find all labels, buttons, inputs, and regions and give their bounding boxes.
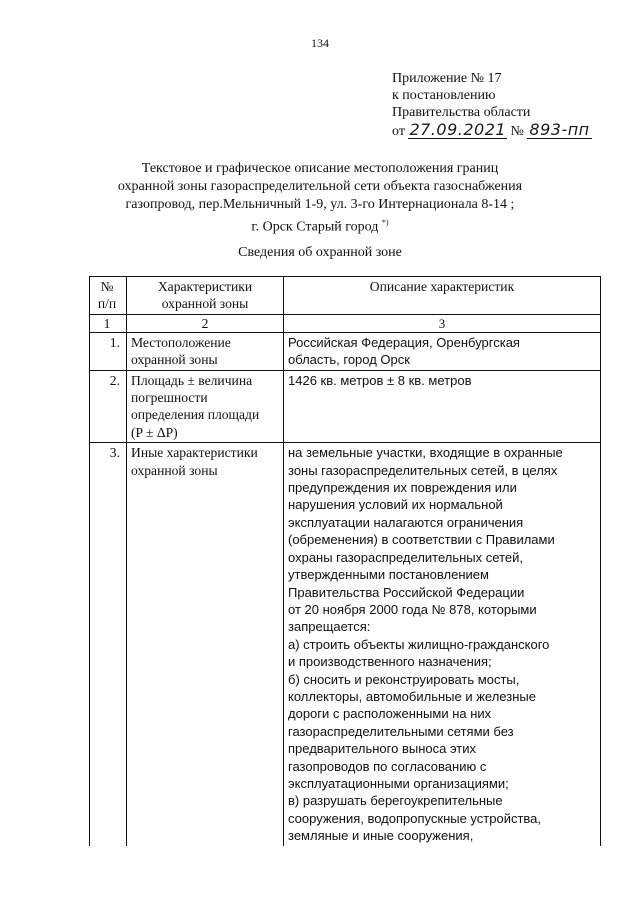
row-number: 3. [90, 443, 127, 846]
title-line-4-text: г. Орск Старый город [251, 219, 379, 235]
characteristic-line: Местоположение [131, 334, 231, 350]
footnote-mark: *) [381, 218, 389, 227]
description-line: охраны газораспределительных сетей, [288, 549, 523, 565]
description-line: утвержденными постановлением [288, 567, 489, 583]
description-line: а) строить объекты жилищно-гражданского [288, 636, 550, 652]
characteristic-line: Иные характеристики [131, 445, 258, 461]
column-number-1: 1 [90, 314, 127, 332]
description-line: и производственного назначения; [288, 654, 492, 670]
characteristic-line: (P ± ΔP) [131, 424, 178, 440]
table-row [90, 443, 601, 846]
header-description: Описание характеристик [284, 277, 601, 315]
title-line-3: газопровод, пер.Мельничный 1-9, ул. 3-го Интернационала 8-14 ; [125, 197, 515, 212]
description-line: предупреждения их повреждения или [288, 480, 517, 496]
description-line: Российская Федерация, Оренбургская [288, 334, 520, 350]
description-line: зоны газораспределительных сетей, в целях [288, 462, 558, 478]
column-number-2: 2 [127, 314, 284, 332]
section-title: Сведения об охранной зоне [238, 245, 402, 260]
row-characteristic [127, 443, 284, 846]
description-line: в) разрушать берегоукрепительные [288, 793, 503, 809]
page-number: 134 [311, 36, 329, 50]
characteristic-line: охранной зоны [131, 462, 218, 478]
description-line: газопроводов по согласованию с [288, 758, 487, 774]
document-title [0, 160, 640, 237]
row-description [284, 370, 601, 443]
description-line: Правительства Российской Федерации [288, 584, 525, 600]
title-line-4 [0, 214, 640, 237]
characteristic-line: Площадь ± величина [131, 372, 253, 388]
description-line: от 20 ноября 2000 года № 878, которыми [288, 601, 537, 617]
description-line: нарушения условий их нормальной [288, 497, 503, 513]
characteristic-line: охранной зоны [131, 352, 218, 368]
title-line-1: Текстовое и графическое описание местоположения границ [141, 161, 499, 176]
description-line: дороги с расположенными на них [288, 706, 492, 722]
description-line: б) сносить и реконструировать мосты, [288, 671, 520, 687]
row-description [284, 443, 601, 846]
description-line: коллекторы, автомобильные и железные [288, 688, 536, 704]
appendix-line-1: Приложение № 17 [392, 71, 502, 86]
appendix-line-3: Правительства области [392, 105, 531, 120]
appendix-block [392, 70, 592, 140]
description-line: 1426 кв. метров ± 8 кв. метров [288, 372, 472, 388]
number-sign: № [510, 124, 524, 139]
header-number [90, 277, 127, 315]
row-number: 2. [90, 370, 127, 443]
table-row [90, 370, 601, 443]
description-line: сооружения, водопропускные устройства, [288, 810, 542, 826]
appendix-line-4 [392, 121, 592, 140]
handwritten-number: 893-пп [529, 120, 590, 139]
from-label: от [392, 124, 405, 139]
protected-zone-table [89, 276, 601, 846]
header-number-line-1: № [100, 279, 114, 294]
table-row [90, 332, 601, 370]
table-header-row [90, 277, 601, 315]
description-line: предварительного выноса этих [288, 741, 477, 757]
header-characteristics-line-1: Характеристики [157, 279, 253, 294]
description-line: газораспределительными сетями без [288, 723, 514, 739]
column-number-3: 3 [284, 314, 601, 332]
description-line: эксплуатационными организациями; [288, 775, 509, 791]
description-line: земляные и иные сооружения, [288, 828, 474, 844]
header-characteristics [127, 277, 284, 315]
title-line-2: охранной зоны газораспределительной сети объекта газоснабжения [117, 179, 523, 194]
row-description [284, 332, 601, 370]
handwritten-date: 27.09.2021 [409, 120, 507, 139]
row-characteristic [127, 370, 284, 443]
description-line: эксплуатации налагаются ограничения [288, 514, 524, 530]
row-number: 1. [90, 332, 127, 370]
characteristic-line: определения площади [131, 407, 260, 423]
column-numbers-row [90, 314, 601, 332]
appendix-line-2: к постановлению [392, 88, 496, 103]
row-characteristic [127, 332, 284, 370]
header-characteristics-line-2: охранной зоны [161, 296, 249, 312]
characteristic-line: погрешности [131, 390, 208, 406]
description-line: область, город Орск [288, 352, 410, 368]
description-line: запрещается: [288, 619, 371, 635]
header-number-line-2: п/п [97, 296, 117, 312]
description-line: (обременения) в соответствии с Правилами [288, 532, 555, 548]
description-line: на земельные участки, входящие в охранные [288, 445, 563, 461]
